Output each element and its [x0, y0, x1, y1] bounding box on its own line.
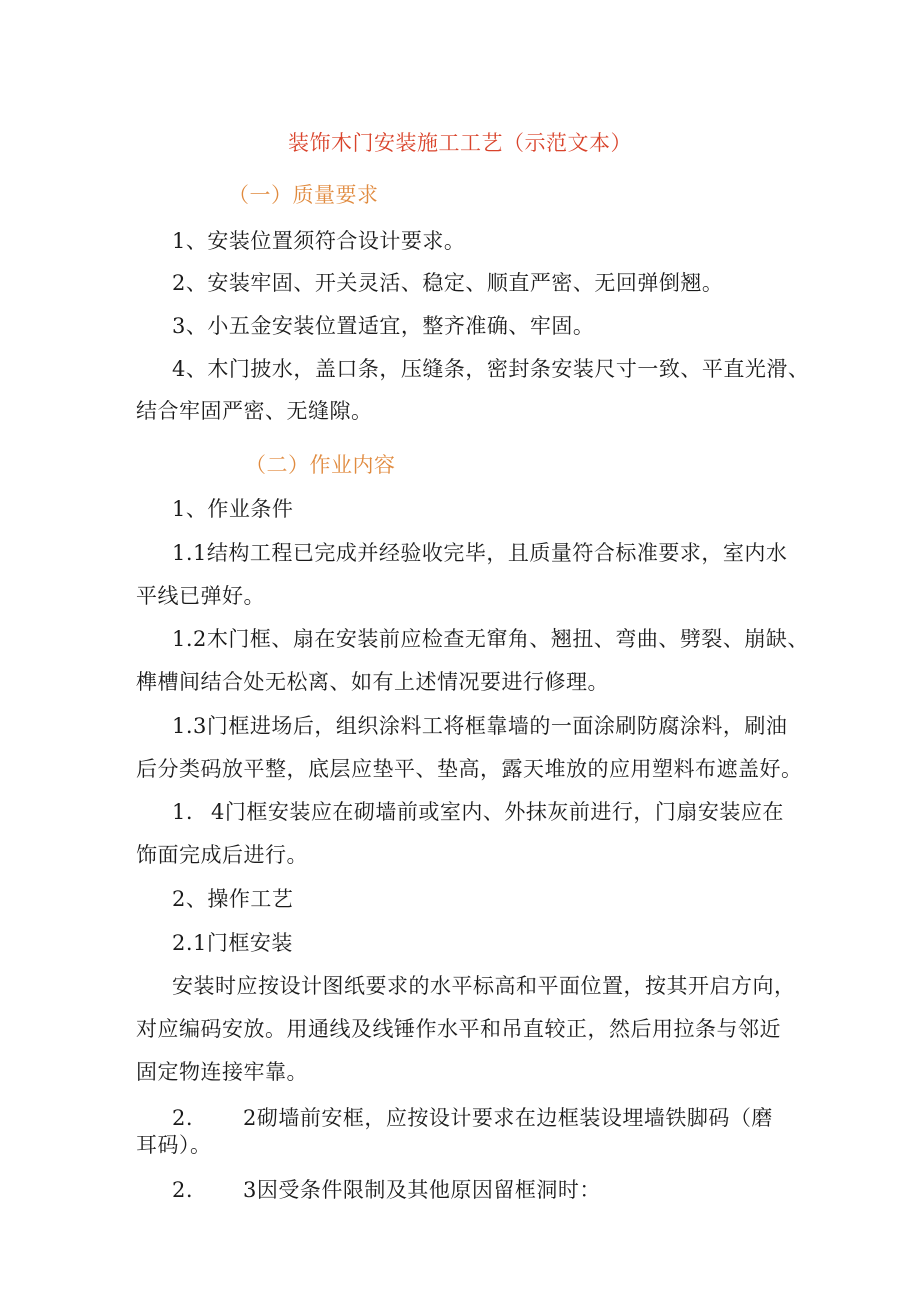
list-item: 2、安装牢固、开关灵活、稳定、顺直严密、无回弹倒翘。: [172, 271, 724, 295]
paragraph-2-1: 安装时应按设计图纸要求的水平标高和平面位置，按其开启方向，: [172, 974, 796, 998]
list-item-continuation: 结合牢固严密、无缝隙。: [136, 399, 373, 423]
paragraph-1-3-cont: 后分类码放平整，底层应垫平、垫高，露天堆放的应用塑料布遮盖好。: [136, 757, 803, 781]
paragraph-text: 3因受条件限制及其他原因留框洞时：: [243, 1178, 601, 1202]
paragraph-number: 2.: [172, 1178, 194, 1202]
paragraph-2-2: [172, 1105, 773, 1131]
section-heading-quality: （一）质量要求: [228, 183, 379, 207]
page-title: 装饰木门安装施工工艺（示范文本）: [288, 131, 632, 155]
paragraph-1-2-cont: 榫槽间结合处无松离、如有上述情况要进行修理。: [136, 670, 609, 694]
paragraph-2-2-cont: 耳码）。: [136, 1133, 212, 1157]
paragraph-1-4: [172, 799, 784, 825]
paragraph-2-3: [172, 1177, 601, 1203]
list-item: 1、安装位置须符合设计要求。: [172, 229, 466, 253]
list-item: 3、小五金安装位置适宜，整齐准确、牢固。: [172, 314, 595, 338]
subheading-frame-install: 2.1门框安装: [172, 931, 293, 955]
paragraph-2-1-cont2: 固定物连接牢靠。: [136, 1060, 308, 1084]
subheading-conditions: 1、作业条件: [172, 497, 294, 521]
paragraph-number: 2.: [172, 1106, 194, 1130]
list-item: 4、木门披水，盖口条，压缝条，密封条安装尺寸一致、平直光滑、: [172, 357, 810, 381]
paragraph-2-1-cont: 对应编码安放。用通线及线锤作水平和吊直较正，然后用拉条与邻近: [136, 1017, 781, 1041]
paragraph-1-4-cont: 饰面完成后进行。: [136, 843, 308, 867]
paragraph-text: 4门框安装应在砌墙前或室内、外抹灰前进行，门扇安装应在: [211, 800, 784, 824]
paragraph-text: 2砌墙前安框，应按设计要求在边框装设埋墙铁脚码（磨: [243, 1106, 773, 1130]
paragraph-1-1: 1.1结构工程已完成并经验收完毕，且质量符合标准要求，室内水: [172, 541, 788, 565]
paragraph-1-3: 1.3门框进场后，组织涂料工将框靠墙的一面涂刷防腐涂料，刷油: [172, 714, 788, 738]
paragraph-1-2: 1.2木门框、扇在安装前应检查无窜角、翘扭、弯曲、劈裂、崩缺、: [172, 627, 809, 651]
subheading-process: 2、操作工艺: [172, 887, 294, 911]
paragraph-number: 1.: [172, 800, 194, 824]
section-heading-work: （二）作业内容: [245, 453, 396, 477]
paragraph-1-1-cont: 平线已弹好。: [136, 584, 265, 608]
